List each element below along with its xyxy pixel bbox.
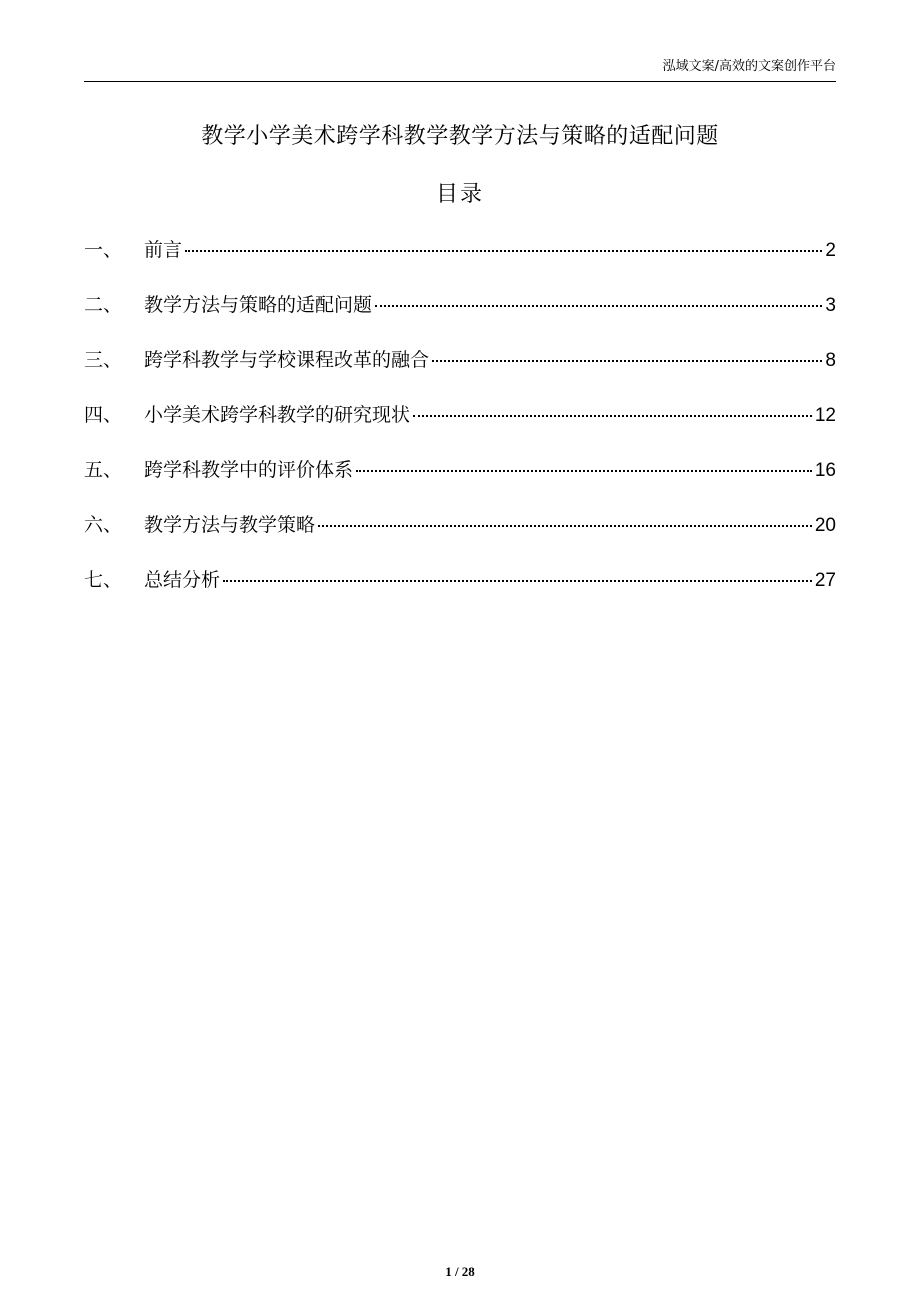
- toc-entry-number: 三、: [84, 349, 123, 371]
- toc-entry-label[interactable]: 前言: [144, 239, 183, 261]
- toc-entry-page[interactable]: 12: [814, 405, 836, 426]
- table-of-contents: [84, 233, 836, 618]
- dot-leader: [413, 415, 812, 417]
- toc-entry-number: 四、: [84, 404, 123, 426]
- dot-leader: [185, 250, 822, 252]
- toc-entry-number: 七、: [84, 569, 123, 591]
- header-rule: [84, 81, 836, 82]
- toc-entry-page[interactable]: 20: [814, 515, 836, 536]
- toc-entry-number: 一、: [84, 239, 123, 261]
- toc-entry-page[interactable]: 27: [814, 570, 836, 591]
- toc-entry-5[interactable]: [84, 453, 836, 508]
- dot-leader: [375, 305, 822, 307]
- toc-entry-label[interactable]: 跨学科教学中的评价体系: [144, 459, 354, 481]
- toc-entry-3[interactable]: [84, 343, 836, 398]
- toc-entry-page[interactable]: 2: [825, 240, 836, 261]
- toc-entry-number: 六、: [84, 514, 123, 536]
- toc-entry-1[interactable]: [84, 233, 836, 288]
- header-text: 泓域文案/高效的文案创作平台: [662, 59, 836, 74]
- dot-leader: [356, 470, 812, 472]
- toc-entry-4[interactable]: [84, 398, 836, 453]
- toc-entry-label[interactable]: 教学方法与教学策略: [144, 514, 316, 536]
- toc-entry-2[interactable]: [84, 288, 836, 343]
- toc-entry-label[interactable]: 总结分析: [144, 569, 221, 591]
- dot-leader: [223, 580, 812, 582]
- toc-entry-label[interactable]: 小学美术跨学科教学的研究现状: [144, 404, 411, 426]
- toc-entry-6[interactable]: [84, 508, 836, 563]
- toc-entry-page[interactable]: 16: [814, 460, 836, 481]
- toc-entry-label[interactable]: 教学方法与策略的适配问题: [144, 294, 373, 316]
- toc-heading: 目录: [435, 182, 484, 207]
- dot-leader: [432, 360, 822, 362]
- toc-entry-page[interactable]: 3: [825, 295, 836, 316]
- dot-leader: [318, 525, 812, 527]
- toc-entry-number: 二、: [84, 294, 123, 316]
- toc-entry-number: 五、: [84, 459, 123, 481]
- page-indicator: 1 / 28: [445, 1264, 475, 1279]
- toc-entry-label[interactable]: 跨学科教学与学校课程改革的融合: [144, 349, 430, 371]
- toc-entry-page[interactable]: 8: [825, 350, 836, 371]
- document-title: 教学小学美术跨学科教学教学方法与策略的适配问题: [201, 124, 719, 149]
- toc-entry-7[interactable]: [84, 563, 836, 618]
